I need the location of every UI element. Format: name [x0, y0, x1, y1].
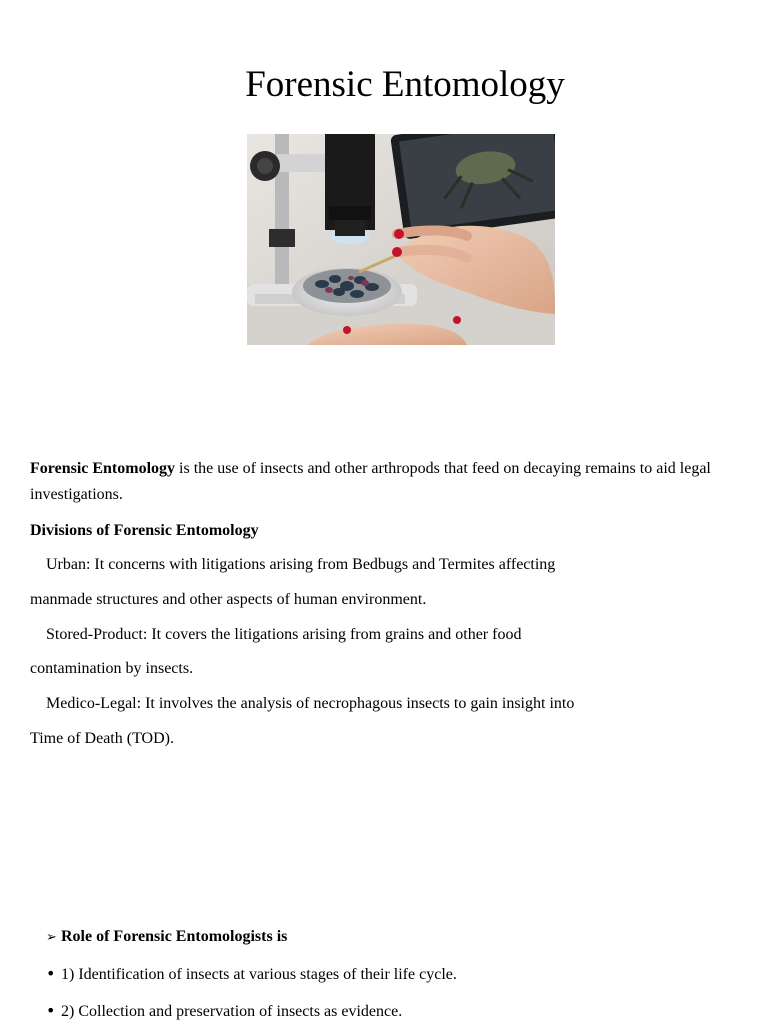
division-medico-legal-line2: Time of Death (TOD). [30, 730, 174, 747]
role-heading-text: Role of Forensic Entomologists is [61, 928, 288, 945]
divisions-heading: Divisions of Forensic Entomology [30, 522, 259, 539]
page-title: Forensic Entomology [245, 64, 565, 105]
division-urban-line1: Urban: It concerns with litigations arising from Bedbugs and Termites affecting [46, 556, 556, 573]
role-list-item [46, 1001, 402, 1022]
role-item-text: 1) Identification of insects at various stages of their life cycle. [61, 966, 457, 983]
role-heading [46, 927, 287, 948]
division-medico-legal-line1: Medico-Legal: It involves the analysis of necrophagous insects to gain insight into [46, 695, 575, 712]
bullet-icon: • [46, 1001, 56, 1020]
microscope-photo [247, 134, 555, 345]
role-list-item [46, 964, 457, 985]
intro-definition: is the use of insects and other arthropods that feed on decaying remains to aid legal investigations. [30, 460, 711, 503]
arrow-bullet-icon: ➢ [46, 930, 57, 945]
bullet-icon: • [46, 964, 56, 983]
intro-paragraph [30, 456, 730, 508]
division-stored-product-line1: Stored-Product: It covers the litigations arising from grains and other food [46, 626, 522, 643]
role-item-text: 2) Collection and preservation of insects as evidence. [61, 1003, 403, 1020]
division-stored-product-line2: contamination by insects. [30, 660, 194, 677]
division-urban-line2: manmade structures and other aspects of human environment. [30, 591, 427, 608]
intro-term: Forensic Entomology [30, 460, 176, 477]
